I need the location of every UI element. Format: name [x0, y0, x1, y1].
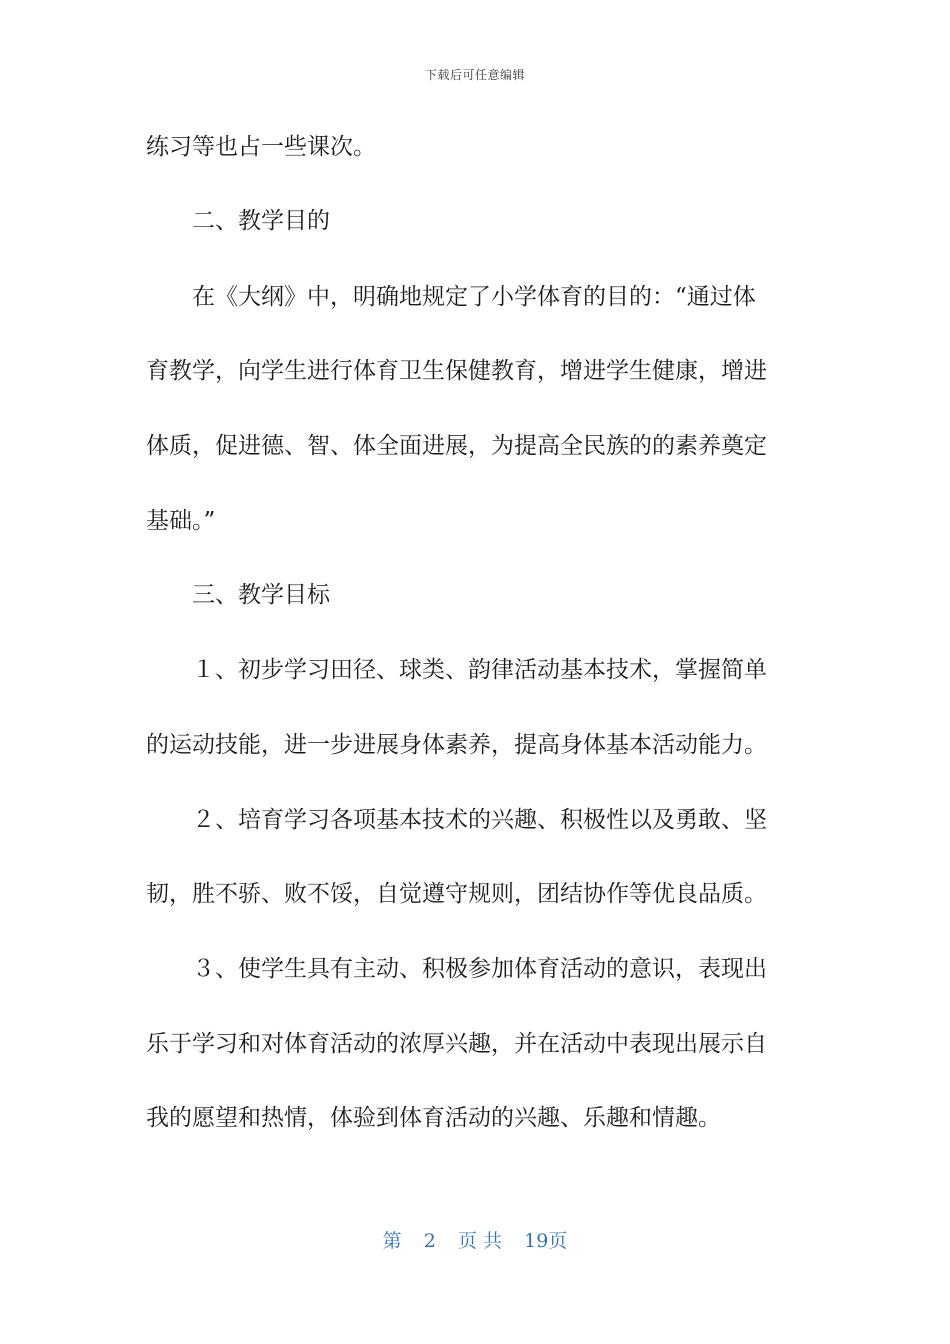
paragraph-line: 练习等也占一些课次。 [146, 134, 376, 160]
total-pages-number: 19 [524, 1230, 549, 1252]
current-page-number: 2 [423, 1230, 436, 1252]
footer-label-page: 第 [382, 1230, 402, 1252]
paragraph-line: 基础。” [146, 508, 216, 534]
paragraph-line: 我的愿望和热情，体验到体育活动的兴趣、乐趣和情趣。 [146, 1105, 721, 1131]
paragraph-line: ２、培育学习各项基本技术的兴趣、积极性以及勇敢、坚 [192, 807, 767, 833]
paragraph-line: 的运动技能，进一步进展身体素养，提高身体基本活动能力。 [146, 732, 767, 758]
paragraph-line: １、初步学习田径、球类、韵律活动基本技术，掌握简单 [192, 657, 767, 683]
paragraph-line: 体质，促进德、智、体全面进展，为提高全民族的的素养奠定 [146, 433, 767, 459]
paragraph-line: 在《大纲》中，明确地规定了小学体育的目的：“通过体 [192, 284, 756, 310]
section-heading: 三、教学目标 [192, 582, 330, 608]
paragraph-line: 育教学，向学生进行体育卫生保健教育，增进学生健康，增进 [146, 358, 767, 384]
paragraph-line: 乐于学习和对体育活动的浓厚兴趣，并在活动中表现出展示自 [146, 1031, 767, 1057]
footer-label-end: 页 [548, 1230, 568, 1252]
footer-label-of: 页 共 [457, 1230, 503, 1252]
page-header: 下载后可任意编辑 [424, 68, 525, 82]
paragraph-line: 韧，胜不骄、败不馁，自觉遵守规则，团结协作等优良品质。 [146, 881, 767, 907]
section-heading: 二、教学目的 [192, 208, 330, 234]
paragraph-line: ３、使学生具有主动、积极参加体育活动的意识，表现出 [192, 956, 767, 982]
page-footer [0, 1226, 950, 1253]
